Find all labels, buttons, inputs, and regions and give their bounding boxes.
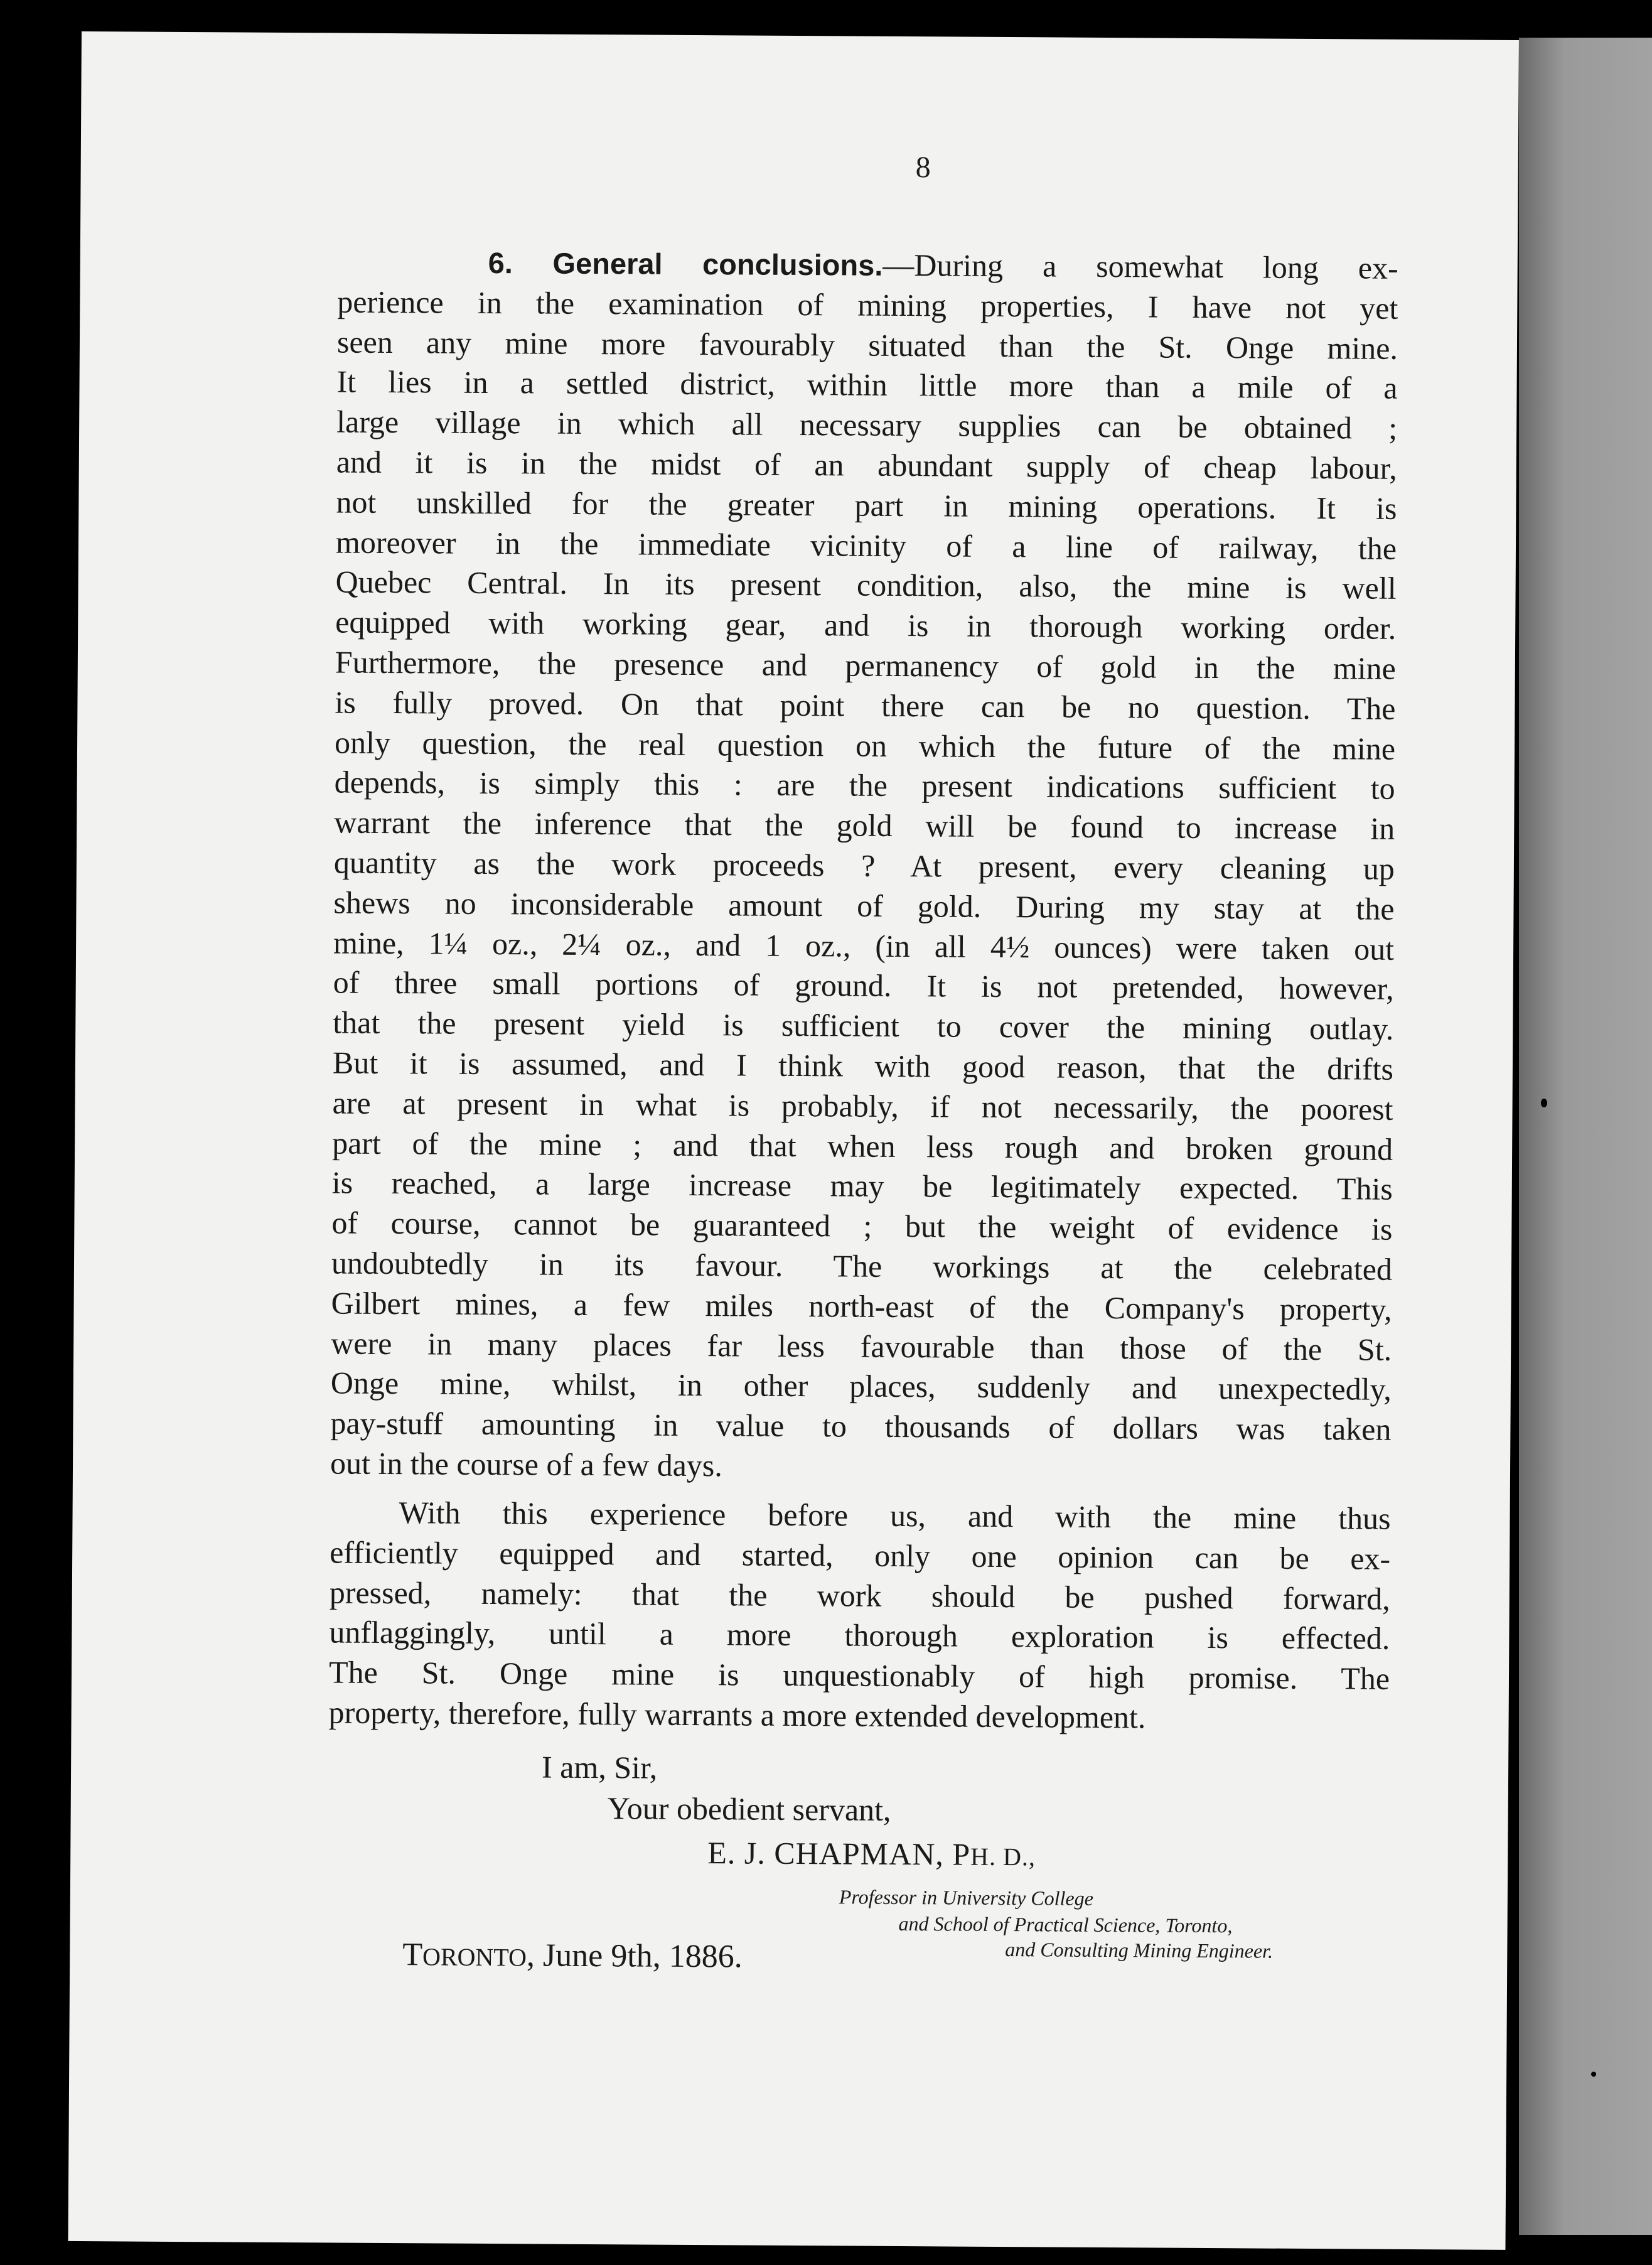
text-line: of course, cannot be guaranteed ; but the weight of evidence is [331, 1205, 1393, 1247]
text-line: seen any mine more favourably situated than the St. Onge mine. [336, 324, 1398, 366]
text-line: pay-stuff amounting in value to thousands of dollars was taken [330, 1405, 1392, 1447]
dateline-place-rest: ORONTO [422, 1942, 527, 1972]
text-line: quantity as the work proceeds ? At present, every cleaning up [333, 844, 1395, 886]
text-line: Gilbert mines, a few miles north-east of the Company's property, [331, 1285, 1392, 1327]
paragraph-recommendation [328, 1492, 1390, 1739]
signer-degree-rest: H. D., [970, 1842, 1036, 1871]
page-number: 8 [915, 151, 931, 185]
signer-degree-initial: P [952, 1836, 971, 1872]
text-line: mine, 1¼ oz., 2¼ oz., and 1 oz., (in all 4½ ounces) were taken out [333, 925, 1395, 967]
text-line: of three small portions of ground. It is not pretended, however, [333, 964, 1394, 1007]
signer-title-line: Professor in University College [839, 1885, 1093, 1910]
text-line [338, 242, 1398, 288]
text-line: It lies in a settled district, within little more than a mile of a [336, 363, 1398, 406]
text-line: out in the course of a few days. [330, 1445, 723, 1483]
text-line: moreover in the immediate vicinity of a line of railway, the [335, 524, 1397, 566]
text-line: is fully proved. On that point there can be no question. The [335, 684, 1396, 726]
text-line: and it is in the midst of an abundant supply of cheap labour, [336, 444, 1397, 486]
document-page [68, 31, 1518, 2250]
signer-name-text: E. J. CHAPMAN, [707, 1835, 945, 1872]
text-line: unflaggingly, until a more thorough exploration is effected. [329, 1614, 1390, 1657]
scan-speck [1591, 2072, 1596, 2077]
text-line: perience in the examination of mining properties, I have not yet [337, 284, 1398, 326]
scan-speck [69, 769, 75, 775]
text-line: Onge mine, whilst, in other places, suddenly and unexpectedly, [330, 1365, 1392, 1407]
text-line: Furthermore, the presence and permanency of gold in the mine [335, 644, 1397, 686]
scan-speck [1541, 1099, 1547, 1107]
text-line-content: —During a somewhat long ex- [882, 247, 1398, 286]
text-line: shews no inconsiderable amount of gold. During my stay at the [333, 885, 1395, 927]
text-line: equipped with working gear, and is in thorough working order. [335, 604, 1397, 646]
complimentary-close: Your obedient servant, [607, 1790, 891, 1827]
text-line: part of the mine ; and that when less rough and broken ground [332, 1125, 1393, 1167]
page-text [68, 31, 1518, 2250]
signer-title-line: and School of Practical Science, Toronto, [898, 1912, 1233, 1937]
text-line: With this experience before us, and with the mine thus [399, 1495, 1391, 1536]
text-line: efficiently equipped and started, only one opinion can be ex- [330, 1534, 1391, 1576]
section-heading: 6. General conclusions. [488, 245, 883, 282]
paragraph-general-conclusions [330, 242, 1398, 1490]
text-line: pressed, namely: that the work should be pushed forward, [329, 1574, 1390, 1617]
text-line: warrant the inference that the gold will be found to increase in [334, 804, 1395, 846]
dateline-place-initial: T [402, 1937, 423, 1973]
facing-page-edge [1519, 38, 1652, 2235]
text-line: undoubtedly in its favour. The workings at the celebrated [331, 1245, 1393, 1287]
text-line: Quebec Central. In its present condition, also, the mine is well [335, 564, 1397, 606]
text-line: not unskilled for the greater part in mining operations. It is [336, 484, 1397, 526]
text-line: The St. Onge mine is unquestionably of high promise. The [328, 1654, 1390, 1696]
text-line: is reached, a large increase may be legitimately expected. This [331, 1165, 1393, 1207]
text-line: large village in which all necessary supplies can be obtained ; [336, 404, 1398, 446]
signer-name [707, 1837, 1036, 1870]
dateline [402, 1939, 743, 1973]
text-line: property, therefore, fully warrants a more extended development. [328, 1694, 1146, 1735]
text-line: that the present yield is sufficient to cover the mining outlay. [333, 1004, 1394, 1046]
text-line: were in many places far less favourable than those of the St. [331, 1325, 1392, 1367]
signer-title-line: and Consulting Mining Engineer. [1005, 1938, 1274, 1962]
text-line: only question, the real question on which the future of the mine [334, 724, 1396, 767]
text-line: But it is assumed, and I think with good reason, that the drifts [332, 1045, 1394, 1087]
text-line: depends, is simply this : are the present indications sufficient to [334, 764, 1395, 807]
text-line: are at present in what is probably, if not necessarily, the poorest [332, 1085, 1393, 1127]
salutation: I am, Sir, [541, 1749, 658, 1785]
dateline-date: , June 9th, 1886. [526, 1937, 743, 1975]
